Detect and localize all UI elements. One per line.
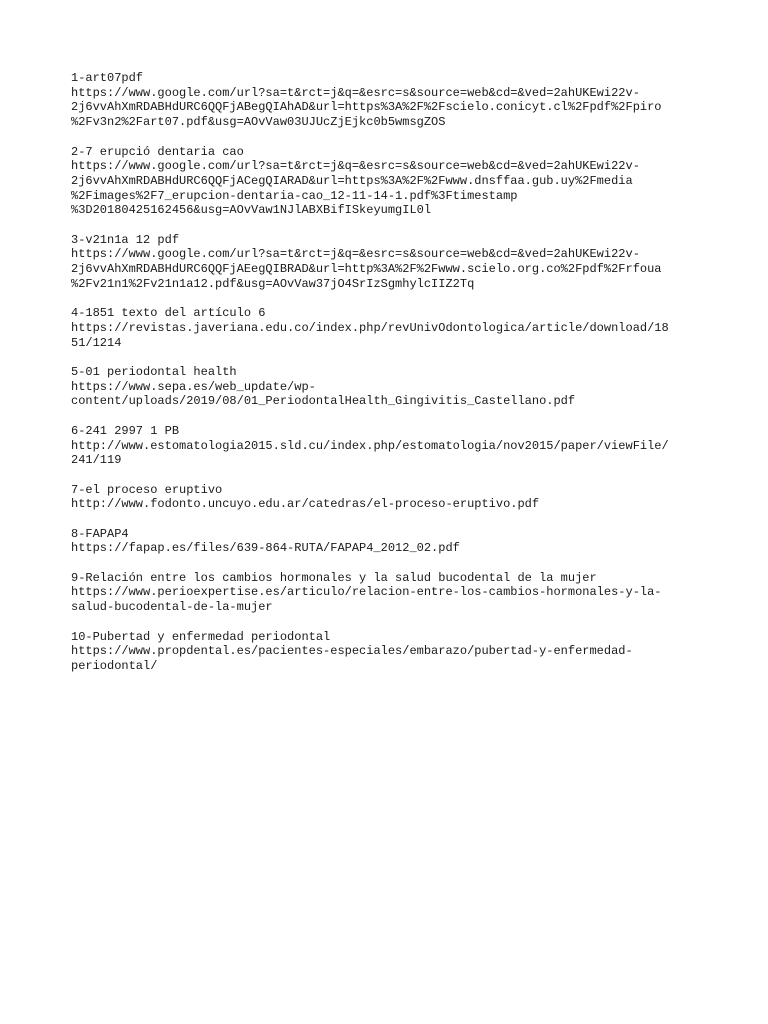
reference-url-line[interactable]: 241/119 bbox=[71, 453, 122, 468]
reference-url-line[interactable]: 2j6vvAhXmRDABHdURC6QQFjACegQIARAD&url=https%3A%2F%2Fwww.dnsffaa.gub.uy%2Fmedia bbox=[71, 173, 633, 188]
reference-title: 5-01 periodontal health bbox=[71, 365, 237, 379]
reference-entry-3 bbox=[71, 233, 711, 292]
reference-url-line[interactable]: http://www.estomatologia2015.sld.cu/index.php/estomatologia/nov2015/paper/viewFile/ bbox=[71, 438, 669, 453]
reference-url-line[interactable]: https://www.google.com/url?sa=t&rct=j&q=&esrc=s&source=web&cd=&ved=2ahUKEwi22v- bbox=[71, 247, 640, 262]
reference-url-line[interactable]: 51/1214 bbox=[71, 335, 122, 350]
reference-title: 2-7 erupció dentaria cao bbox=[71, 144, 244, 159]
reference-url-line[interactable]: %2Fimages%2F7_erupcion-dentaria-cao_12-11-14-1.pdf%3Ftimestamp bbox=[71, 188, 518, 203]
reference-url-line[interactable]: %3D20180425162456&usg=AOvVaw1NJlABXBifISkeyumgIL0l bbox=[71, 203, 432, 218]
reference-url-line[interactable]: 2j6vvAhXmRDABHdURC6QQFjAEegQIBRAD&url=http%3A%2F%2Fwww.scielo.org.co%2Fpdf%2Frfoua bbox=[71, 262, 662, 277]
reference-url-line[interactable]: content/uploads/2019/08/01_PeriodontalHealth_Gingivitis_Castellano.pdf bbox=[71, 394, 576, 409]
reference-url-line[interactable]: http://www.fodonto.uncuyo.edu.ar/catedras/el-proceso-eruptivo.pdf bbox=[71, 497, 540, 512]
reference-entry-4 bbox=[71, 306, 711, 350]
reference-entry-1 bbox=[71, 71, 711, 130]
reference-title: 8-FAPAP4 bbox=[71, 526, 129, 541]
reference-title: 3-v21n1a 12 pdf bbox=[71, 232, 180, 247]
reference-entry-5 bbox=[71, 365, 711, 409]
reference-url-line[interactable]: periodontal/ bbox=[71, 658, 158, 673]
reference-title: 4-1851 texto del artículo 6 bbox=[71, 306, 266, 321]
reference-entry-10 bbox=[71, 630, 711, 674]
reference-title: 10-Pubertad y enfermedad periodontal bbox=[71, 629, 331, 644]
reference-url-line[interactable]: https://www.google.com/url?sa=t&rct=j&q=&esrc=s&source=web&cd=&ved=2ahUKEwi22v- bbox=[71, 85, 640, 100]
reference-entry-9 bbox=[71, 571, 711, 615]
reference-url-line[interactable]: https://fapap.es/files/639-864-RUTA/FAPAP4_2012_02.pdf bbox=[71, 541, 460, 556]
reference-title: 6-241 2997 1 PB bbox=[71, 423, 180, 438]
reference-url-line[interactable]: salud-bucodental-de-la-mujer bbox=[71, 600, 273, 615]
reference-entry-8 bbox=[71, 527, 711, 556]
reference-url-line[interactable]: %2Fv21n1%2Fv21n1a12.pdf&usg=AOvVaw37jO4SrIzSgmhylcIIZ2Tq bbox=[71, 276, 475, 291]
reference-title: 1-art07pdf bbox=[71, 71, 144, 85]
reference-entry-6 bbox=[71, 424, 711, 468]
reference-url-line[interactable]: https://www.sepa.es/web_update/wp- bbox=[71, 379, 316, 394]
reference-url-line[interactable]: https://www.propdental.es/pacientes-especiales/embarazo/pubertad-y-enfermedad- bbox=[71, 644, 633, 659]
reference-title: 9-Relación entre los cambios hormonales y la salud bucodental de la mujer bbox=[71, 570, 597, 585]
reference-entry-7 bbox=[71, 483, 711, 512]
reference-entry-2 bbox=[71, 145, 711, 219]
reference-url-line[interactable]: https://www.google.com/url?sa=t&rct=j&q=&esrc=s&source=web&cd=&ved=2ahUKEwi22v- bbox=[71, 159, 640, 174]
document-page bbox=[71, 71, 711, 688]
reference-url-line[interactable]: %2Fv3n2%2Fart07.pdf&usg=AOvVaw03UJUcZjEjkc0b5wmsgZOS bbox=[71, 115, 446, 130]
reference-title: 7-el proceso eruptivo bbox=[71, 482, 223, 497]
reference-url-line[interactable]: 2j6vvAhXmRDABHdURC6QQFjABegQIAhAD&url=https%3A%2F%2Fscielo.conicyt.cl%2Fpdf%2Fpiro bbox=[71, 100, 662, 115]
reference-url-line[interactable]: https://revistas.javeriana.edu.co/index.php/revUnivOdontologica/article/download/18 bbox=[71, 320, 669, 335]
reference-url-line[interactable]: https://www.perioexpertise.es/articulo/relacion-entre-los-cambios-hormonales-y-la- bbox=[71, 585, 662, 600]
